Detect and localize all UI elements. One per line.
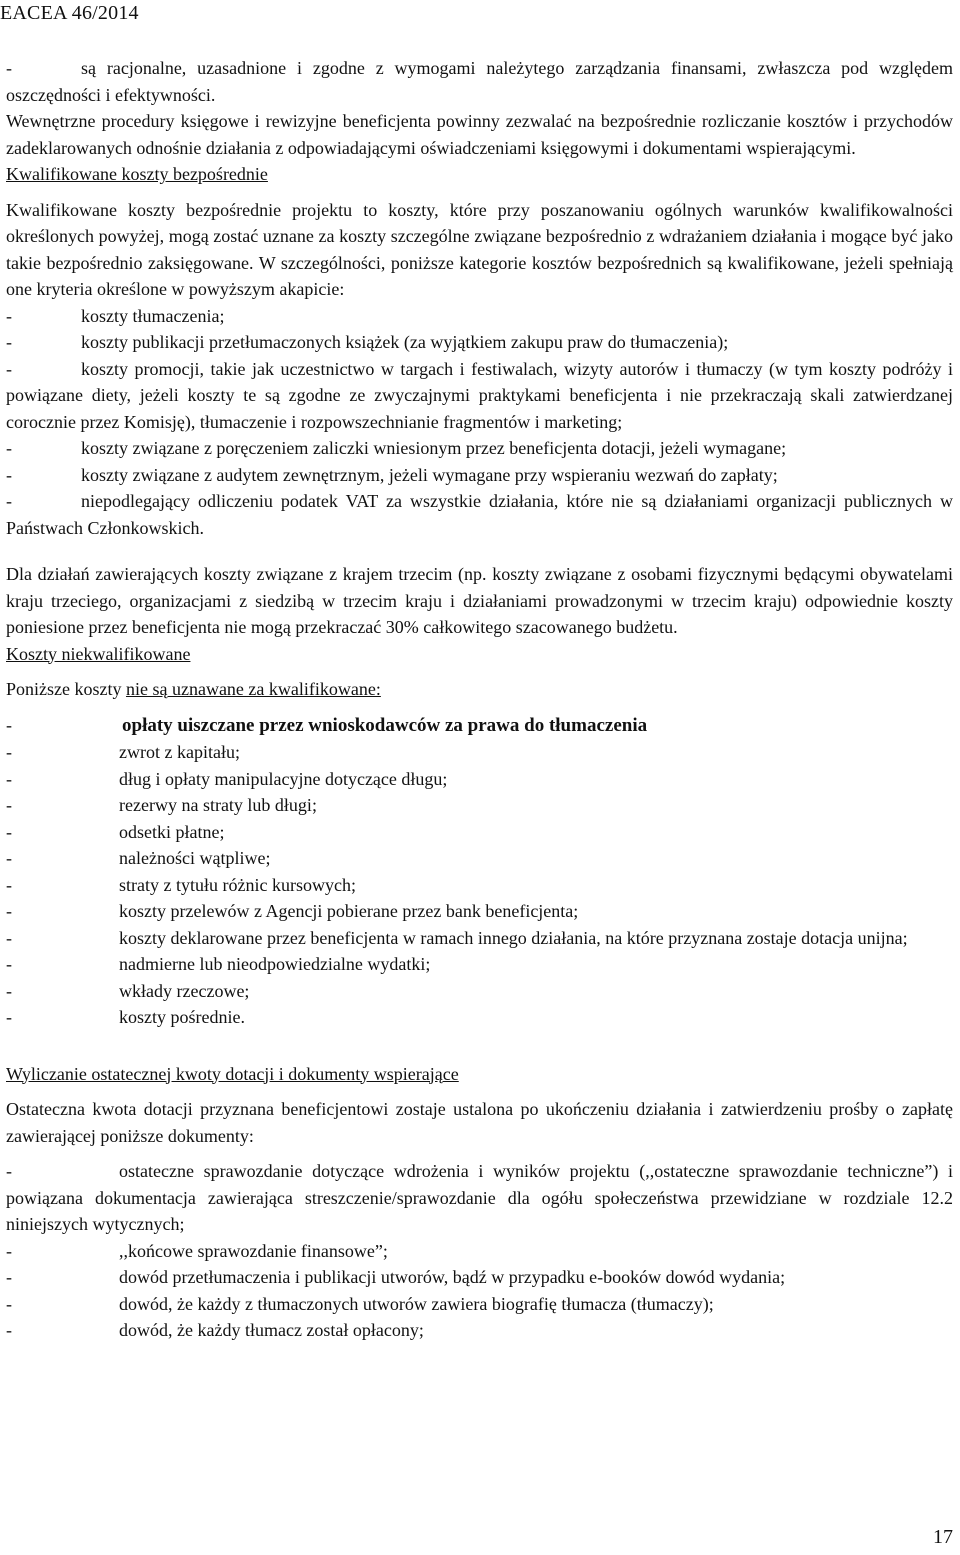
list-item xyxy=(6,872,953,899)
list-item-text: koszty publikacji przetłumaczonych książek (za wyjątkiem zakupu praw do tłumaczenia); xyxy=(81,332,729,352)
heading-non-eligible-costs: Koszty niekwalifikowane xyxy=(6,643,191,664)
list-item-text: zwrot z kapitału; xyxy=(119,742,240,762)
list-item xyxy=(6,1264,953,1291)
list-item-text: koszty promocji, takie jak uczestnictwo w targach i festiwalach, wizyty autorów i tłumaczy (w tym koszty podróży i powiązane diety, jeżeli koszty te są zgodne ze zwyczajnymi praktykami beneficjenta i nie przekraczają skali zatwierdzanej corocznie przez Komisję), tłumaczenie i rozpowszechnianie fragmentów i marketing; xyxy=(6,358,953,432)
list-item-text: koszty związane z audytem zewnętrznym, jeżeli wymagane przy wspieraniu wezwań do zapłaty; xyxy=(81,464,778,485)
list-dash: - xyxy=(6,742,12,762)
list-dash: - xyxy=(6,1293,12,1314)
list-item xyxy=(6,898,953,925)
list-item-text: koszty przelewów z Agencji pobierane przez bank beneficjenta; xyxy=(119,901,579,921)
list-item-text: straty z tytułu różnic kursowych; xyxy=(119,874,356,895)
list-item-text: rezerwy na straty lub długi; xyxy=(119,795,317,815)
list-dash: - xyxy=(6,901,12,921)
page-number: 17 xyxy=(933,1526,953,1548)
list-dash: - xyxy=(6,795,12,815)
list-dash: - xyxy=(6,927,12,948)
heading-final-grant: Wyliczanie ostatecznej kwoty dotacji i dokumenty wspierające xyxy=(6,1063,459,1084)
list-item-text: dowód, że każdy tłumacz został opłacony; xyxy=(119,1320,424,1340)
list-item-text: koszty związane z poręczeniem zaliczki wniesionym przez beneficjenta dotacji, jeżeli wymagane; xyxy=(81,438,787,458)
list-item-text: ostateczne sprawozdanie dotyczące wdrożenia i wyników projektu (,,ostateczne sprawozdanie techniczne”) i powiązana dokumentacja zawierająca streszczenie/sprawozdanie dla ogółu społeczeństwa przewidziane w rozdziale 12.2 niniejszych wytycznych; xyxy=(6,1161,953,1234)
list-dash: - xyxy=(6,821,12,842)
paragraph-third-country: Dla działań zawierających koszty związane z krajem trzecim (np. koszty związane z osobami fizycznymi będącymi obywatelami kraju trzeciego, organizacjami z siedzibą w trzecim kraju i działaniami prowadzonymi w trzecim kraju) odpowiednie koszty poniesione przez beneficjenta nie mogą przekraczać 30% całkowitego szacowanego budżetu. xyxy=(6,564,953,637)
list-dash: - xyxy=(6,1320,12,1340)
list-item-text: dowód przetłumaczenia i publikacji utworów, bądź w przypadku e-booków dowód wydania; xyxy=(119,1267,786,1287)
list-item xyxy=(6,845,953,872)
list-dash: - xyxy=(6,1267,12,1287)
list-item xyxy=(6,739,953,766)
list-item-text: ,,końcowe sprawozdanie finansowe”; xyxy=(119,1240,388,1261)
paragraph-non-eligible-intro xyxy=(6,676,953,703)
list-item-text: koszty tłumaczenia; xyxy=(81,305,225,326)
list-dash: - xyxy=(6,58,12,78)
list-item xyxy=(6,435,953,462)
list-dash: - xyxy=(6,1007,12,1027)
heading-direct-costs: Kwalifikowane koszty bezpośrednie xyxy=(6,164,268,184)
list-item xyxy=(6,488,953,541)
list-item xyxy=(6,1158,953,1238)
list-item xyxy=(6,303,953,330)
list-item-text: należności wątpliwe; xyxy=(119,848,271,868)
document-reference: EACEA 46/2014 xyxy=(0,2,139,24)
paragraph-final-grant-intro: Ostateczna kwota dotacji przyznana beneficjentowi zostaje ustalona po ukończeniu działania i zatwierdzeniu prośby o zapłatę zawierającej poniższe dokumenty: xyxy=(6,1099,953,1146)
list-item-text: dowód, że każdy z tłumaczonych utworów zawiera biografię tłumacza (tłumaczy); xyxy=(119,1293,714,1314)
list-dash: - xyxy=(6,714,12,735)
list-item xyxy=(6,925,953,952)
list-dash: - xyxy=(6,768,12,789)
list-item xyxy=(6,712,953,740)
list-item xyxy=(6,1004,953,1031)
list-item-text: wkłady rzeczowe; xyxy=(119,980,250,1001)
document-body xyxy=(6,55,953,1344)
list-dash: - xyxy=(6,464,12,485)
list-dash: - xyxy=(6,1161,12,1181)
list-dash: - xyxy=(6,1240,12,1261)
list-item-text: są racjonalne, uzasadnione i zgodne z wymogami należytego zarządzania finansami, zwłaszcza pod względem oszczędności i efektywności. xyxy=(6,58,953,105)
list-dash: - xyxy=(6,491,12,511)
paragraph-direct-costs-intro: Kwalifikowane koszty bezpośrednie projektu to koszty, które przy poszanowaniu ogólnych warunków kwalifikowalności określonych powyżej, mogą zostać uznane za koszty szczególne związane bezpośrednio z wdrażaniem działania i mogące być jako takie bezpośrednio zaksięgowane. W szczególności, poniższe kategorie kosztów bezpośrednich są kwalifikowane, jeżeli spełniają one kryteria określone w powyższym akapicie: xyxy=(6,199,953,299)
list-item-text: odsetki płatne; xyxy=(119,821,225,842)
list-dash: - xyxy=(6,332,12,352)
list-item xyxy=(6,766,953,793)
intro-prefix: Poniższe koszty xyxy=(6,679,126,699)
list-dash: - xyxy=(6,954,12,974)
list-item-text: dług i opłaty manipulacyjne dotyczące długu; xyxy=(119,768,448,789)
paragraph-internal-procedures: Wewnętrzne procedury księgowe i rewizyjne beneficjenta powinny zezwalać na bezpośrednie rozliczanie kosztów i przychodów zadeklarowanych odnośnie działania z odpowiadającymi oświadczeniami księgowymi i dokumentami wspierającymi. xyxy=(6,111,953,158)
list-item xyxy=(6,329,953,356)
list-item-text: opłaty uiszczane przez wnioskodawców za prawa do tłumaczenia xyxy=(122,714,648,736)
list-item xyxy=(6,1238,953,1265)
list-item xyxy=(6,462,953,489)
list-item xyxy=(6,978,953,1005)
list-item xyxy=(6,1291,953,1318)
list-item xyxy=(6,356,953,436)
list-item xyxy=(6,55,953,108)
list-dash: - xyxy=(6,358,12,379)
list-dash: - xyxy=(6,848,12,868)
list-dash: - xyxy=(6,305,12,326)
intro-underlined: nie są uznawane za kwalifikowane: xyxy=(125,679,381,699)
list-item-text: nadmierne lub nieodpowiedzialne wydatki; xyxy=(119,954,431,974)
list-item-text: koszty deklarowane przez beneficjenta w ramach innego działania, na które przyznana zostaje dotacja unijna; xyxy=(119,927,908,948)
list-item xyxy=(6,1317,953,1344)
list-item xyxy=(6,819,953,846)
list-dash: - xyxy=(6,438,12,458)
list-item-text: koszty pośrednie. xyxy=(119,1007,245,1027)
list-item xyxy=(6,792,953,819)
list-dash: - xyxy=(6,980,12,1001)
list-item xyxy=(6,951,953,978)
list-item-text: niepodlegający odliczeniu podatek VAT za wszystkie działania, które nie są działaniami organizacji publicznych w Państwach Członkowskich. xyxy=(6,491,953,538)
list-dash: - xyxy=(6,874,12,895)
